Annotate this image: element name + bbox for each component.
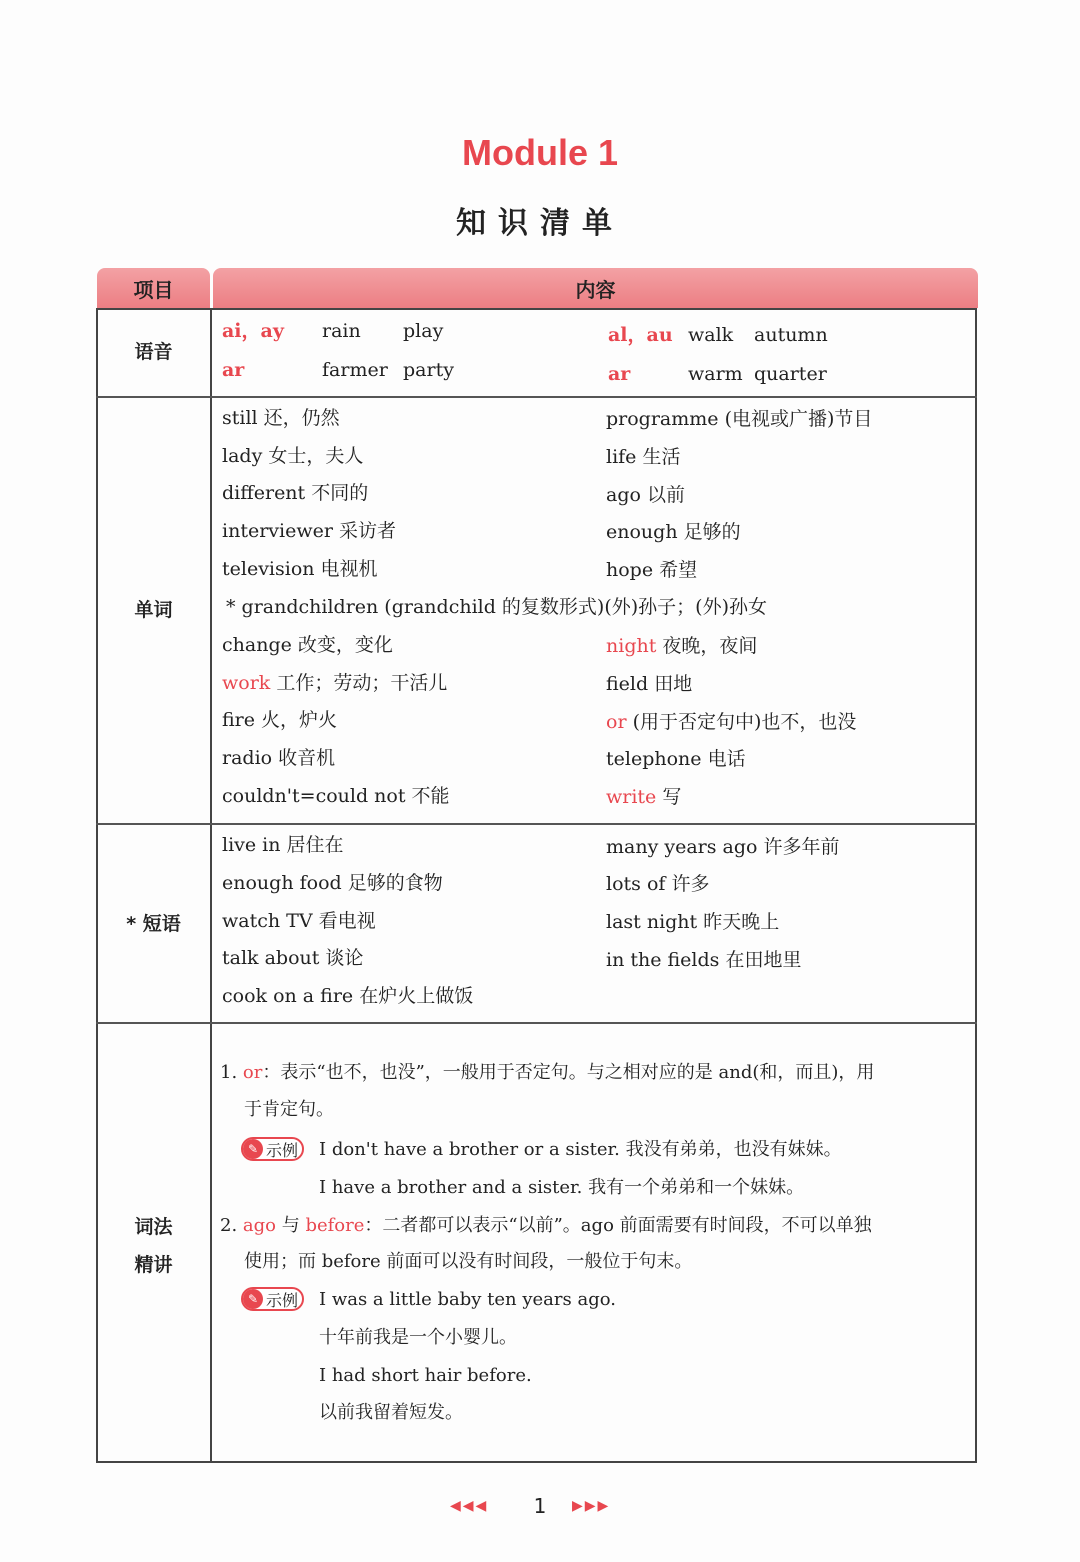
pron-word: walk bbox=[688, 324, 734, 346]
vocab-word: or bbox=[606, 711, 627, 733]
phrase-item: last night 昨天晚上 bbox=[606, 911, 780, 933]
vocab-word: night bbox=[606, 635, 657, 657]
pron-key: al，au bbox=[608, 324, 673, 346]
row-divider-2 bbox=[96, 823, 977, 825]
vocab-item bbox=[222, 633, 393, 657]
vocab-item: hope 希望 bbox=[606, 559, 698, 581]
vocab-item bbox=[606, 747, 746, 771]
example-sentence: I had short hair before. bbox=[319, 1365, 532, 1386]
vocab-item bbox=[606, 785, 681, 809]
example-badge bbox=[241, 1137, 304, 1161]
grammar-keyword: before bbox=[305, 1215, 365, 1236]
page-number: 1 bbox=[533, 1494, 547, 1518]
grammar-keyword: or bbox=[242, 1062, 263, 1083]
vocab-meaning: 火，炉火 bbox=[255, 709, 338, 731]
pencil-icon: ✎ bbox=[243, 1289, 263, 1309]
vocab-item bbox=[222, 784, 450, 808]
row-divider-1 bbox=[96, 396, 977, 398]
vocab-item: programme (电视或广播)节目 bbox=[606, 408, 873, 430]
vocab-meaning: 不能 bbox=[405, 785, 450, 807]
grammar-text: 与 bbox=[276, 1215, 306, 1236]
vocab-item: still 还，仍然 bbox=[222, 407, 340, 429]
pron-word: autumn bbox=[754, 324, 828, 346]
grammar-item-1-line2: 于肯定句。 bbox=[244, 1099, 334, 1120]
example-sentence: I was a little baby ten years ago. bbox=[319, 1289, 616, 1310]
vocab-word: fire bbox=[222, 709, 255, 731]
grammar-keyword: ago bbox=[242, 1215, 277, 1236]
table-column-divider bbox=[210, 308, 212, 1463]
vocab-item bbox=[606, 710, 856, 734]
vocab-item bbox=[222, 671, 447, 695]
phrase-item: lots of 许多 bbox=[606, 873, 710, 895]
vocab-word: write bbox=[606, 786, 657, 808]
vocab-item bbox=[222, 746, 335, 770]
phrase-item: live in 居住在 bbox=[222, 834, 344, 856]
phrase-item: talk about 谈论 bbox=[222, 947, 364, 969]
vocab-item bbox=[606, 672, 692, 696]
next-arrows-icon: ▶▶▶ bbox=[572, 1498, 611, 1514]
pron-word: warm bbox=[688, 363, 743, 385]
vocab-meaning: (用于否定句中)也不，也没 bbox=[626, 711, 857, 733]
vocab-item bbox=[222, 708, 337, 732]
vocab-meaning: 田地 bbox=[648, 673, 693, 695]
phrase-item: enough food 足够的食物 bbox=[222, 872, 443, 894]
vocab-meaning: 电话 bbox=[701, 748, 746, 770]
grammar-text: ：表示“也不，也没”，一般用于否定句。与之相对应的是 and(和，而且)，用 bbox=[262, 1062, 875, 1083]
row-label-grammar-1: 词法 bbox=[134, 1216, 173, 1238]
vocab-meaning: 收音机 bbox=[272, 747, 336, 769]
item-number: 1. bbox=[220, 1062, 238, 1083]
item-number: 2. bbox=[220, 1215, 238, 1236]
vocab-item: interviewer 采访者 bbox=[222, 520, 396, 542]
vocab-word: field bbox=[606, 673, 649, 695]
row-label-pronunciation: 语音 bbox=[134, 341, 173, 363]
row-label-grammar-2: 精讲 bbox=[134, 1254, 173, 1276]
module-title: Module 1 bbox=[461, 132, 618, 173]
table-header-content: 内容 bbox=[213, 268, 978, 308]
grammar-item-2-line1 bbox=[220, 1214, 872, 1238]
vocab-item: lady 女士，夫人 bbox=[222, 445, 364, 467]
vocab-meaning: 工作；劳动；干活儿 bbox=[270, 672, 448, 694]
vocab-item: life 生活 bbox=[606, 446, 681, 468]
pron-key: ar bbox=[222, 359, 245, 381]
vocab-word: telephone bbox=[606, 748, 702, 770]
example-badge-label: 示例 bbox=[266, 1140, 299, 1160]
example-badge-label: 示例 bbox=[266, 1290, 299, 1310]
vocab-word: radio bbox=[222, 747, 273, 769]
pron-word: rain bbox=[322, 320, 361, 342]
example-sentence: I have a brother and a sister. 我有一个弟弟和一个妹妹。 bbox=[319, 1177, 805, 1198]
row-label-phrases: * 短语 bbox=[126, 913, 181, 935]
example-translation: 十年前我是一个小婴儿。 bbox=[319, 1327, 517, 1348]
grammar-item-1-line1 bbox=[220, 1061, 874, 1085]
vocab-item: television 电视机 bbox=[222, 558, 378, 580]
vocab-word: change bbox=[222, 634, 292, 656]
prev-arrows-icon: ◀◀◀ bbox=[450, 1498, 489, 1514]
vocab-item: ago 以前 bbox=[606, 484, 685, 506]
grammar-item-2-line2: 使用；而 before 前面可以没有时间段，一般位于句末。 bbox=[244, 1251, 693, 1272]
phrase-item: in the fields 在田地里 bbox=[606, 949, 802, 971]
vocab-meaning: 写 bbox=[656, 786, 682, 808]
phrase-item: cook on a fire 在炉火上做饭 bbox=[222, 985, 474, 1007]
page-subtitle: 知识清单 bbox=[456, 206, 624, 241]
pron-key: ai，ay bbox=[222, 320, 284, 342]
example-badge bbox=[241, 1287, 304, 1311]
vocab-item: enough 足够的 bbox=[606, 521, 741, 543]
grammar-text: ：二者都可以表示“以前”。ago 前面需要有时间段，不可以单独 bbox=[364, 1215, 872, 1236]
pron-word: party bbox=[403, 359, 454, 381]
example-translation: 以前我留着短发。 bbox=[319, 1402, 463, 1423]
pron-word: play bbox=[403, 320, 444, 342]
row-label-vocab: 单词 bbox=[134, 599, 173, 621]
phrase-item: watch TV 看电视 bbox=[222, 910, 376, 932]
example-sentence: I don't have a brother or a sister. 我没有弟弟，也没有妹妹。 bbox=[319, 1139, 842, 1160]
pron-key: ar bbox=[608, 363, 631, 385]
pron-word: farmer bbox=[322, 359, 388, 381]
table-header-item: 项目 bbox=[97, 268, 210, 308]
vocab-meaning: 改变，变化 bbox=[291, 634, 393, 656]
vocab-meaning: 夜晚，夜间 bbox=[656, 635, 758, 657]
phrase-item: many years ago 许多年前 bbox=[606, 836, 840, 858]
vocab-item-full: * grandchildren (grandchild 的复数形式)(外)孙子；(外)孙女 bbox=[226, 596, 767, 618]
vocab-item: different 不同的 bbox=[222, 482, 369, 504]
vocab-word: work bbox=[222, 672, 271, 694]
pencil-icon: ✎ bbox=[243, 1139, 263, 1159]
vocab-word: couldn't=could not bbox=[222, 785, 406, 807]
vocab-item bbox=[606, 634, 757, 658]
pron-word: quarter bbox=[754, 363, 827, 385]
row-divider-3 bbox=[96, 1022, 977, 1024]
